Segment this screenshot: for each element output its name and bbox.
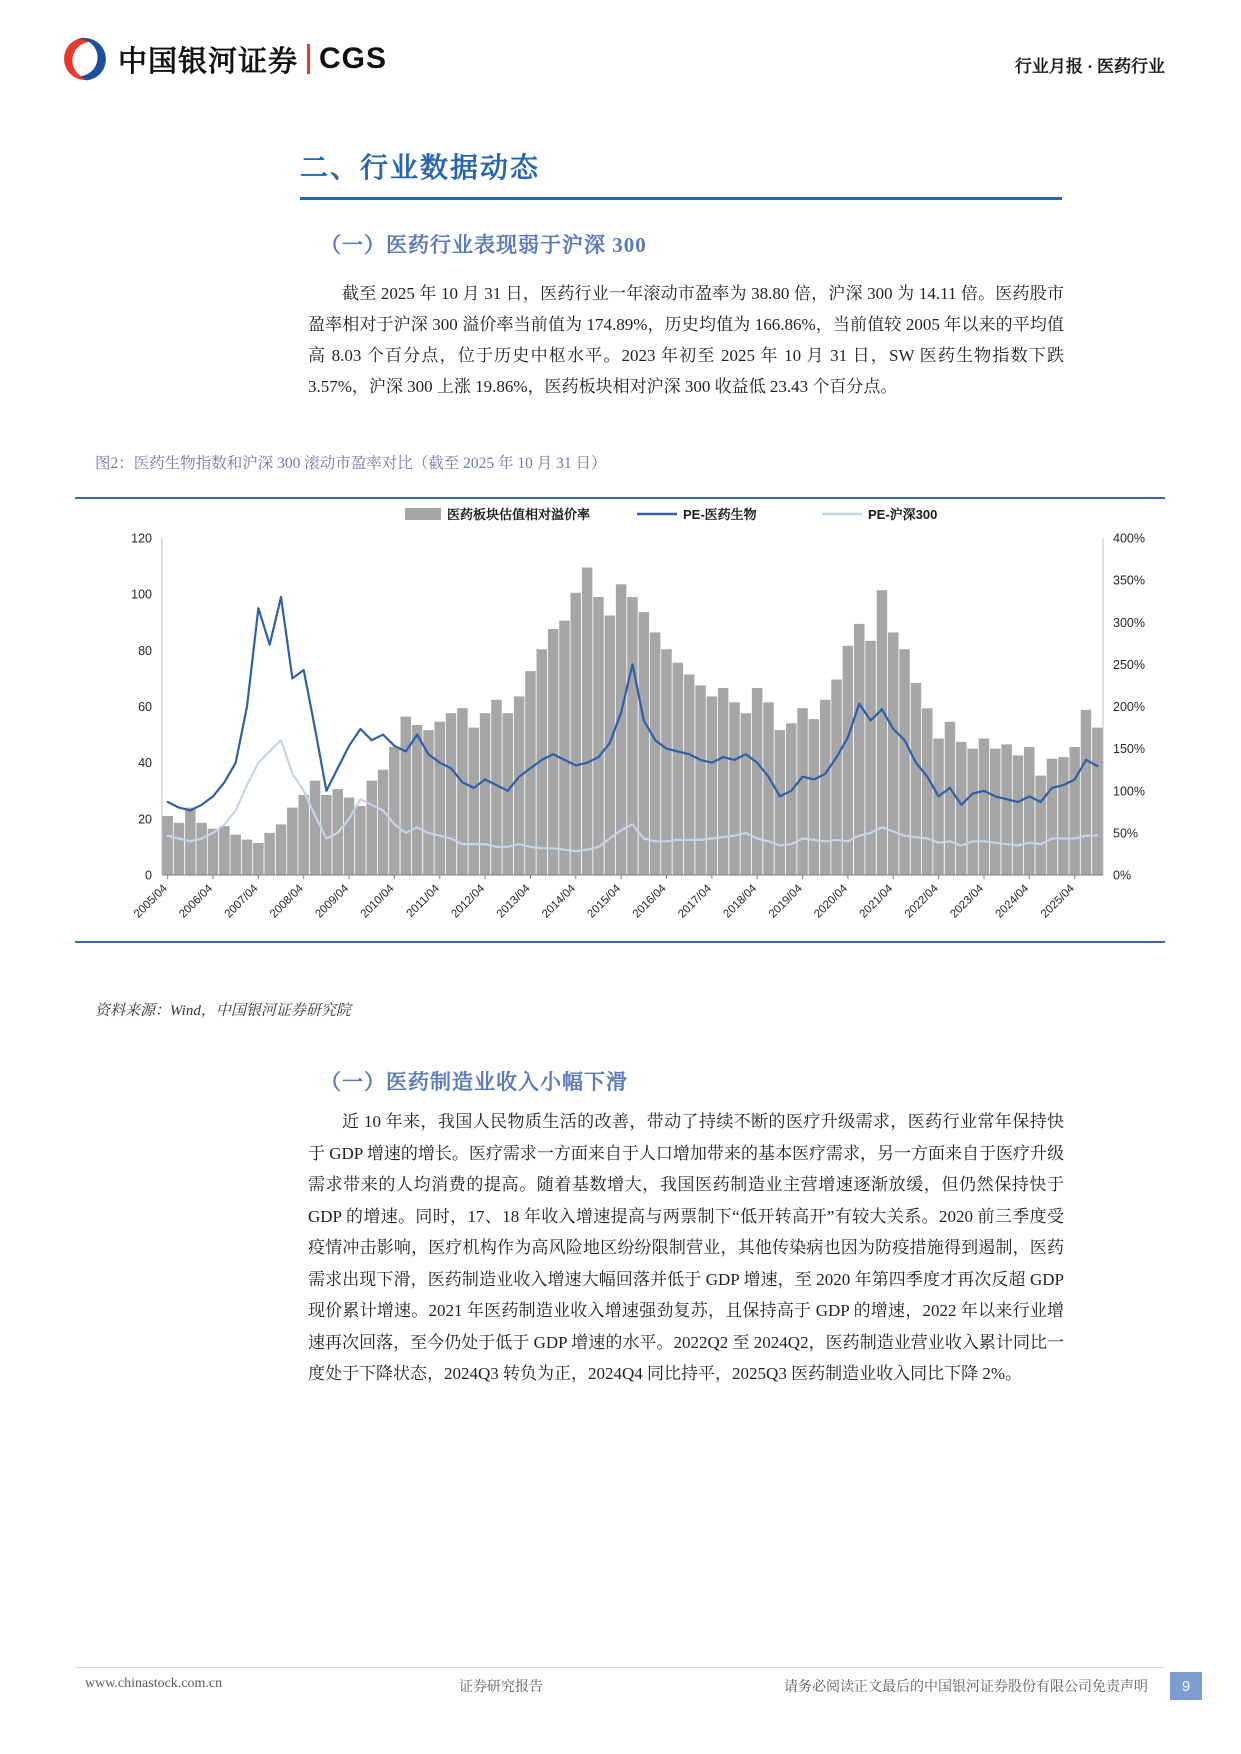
chart-right-axis-labels xyxy=(1113,532,1145,883)
figure-bottom-rule xyxy=(75,941,1165,943)
figure2-caption: 图2：医药生物指数和沪深 300 滚动市盈率对比（截至 2025 年 10 月 31 日） xyxy=(95,455,607,472)
svg-text:2008/04: 2008/04 xyxy=(267,882,306,921)
svg-text:2016/04: 2016/04 xyxy=(630,882,669,921)
svg-text:PE-医药生物: PE-医药生物 xyxy=(683,507,757,522)
footer-report-label: 证券研究报告 xyxy=(459,1680,543,1695)
svg-text:100: 100 xyxy=(131,587,152,602)
section-title-rule xyxy=(300,197,1062,200)
svg-text:2015/04: 2015/04 xyxy=(585,882,624,921)
svg-text:400%: 400% xyxy=(1113,531,1145,546)
svg-text:100%: 100% xyxy=(1113,784,1145,799)
svg-text:2011/04: 2011/04 xyxy=(404,882,442,920)
chart-left-axis-labels xyxy=(131,532,152,883)
svg-text:80: 80 xyxy=(138,643,152,658)
svg-text:2020/04: 2020/04 xyxy=(812,882,851,921)
svg-text:40: 40 xyxy=(138,756,152,771)
brand-name-en: CGS xyxy=(319,42,388,75)
svg-text:120: 120 xyxy=(131,531,152,546)
header-brand xyxy=(62,36,387,82)
svg-text:2025/04: 2025/04 xyxy=(1038,882,1077,921)
svg-text:300%: 300% xyxy=(1113,615,1145,630)
header-report-type: 行业月报 · 医药行业 xyxy=(1014,57,1165,76)
chart-bars xyxy=(162,568,1102,876)
figure-source: 资料来源：Wind，中国银河证券研究院 xyxy=(95,1003,351,1019)
chart-legend xyxy=(405,507,937,522)
chart-x-axis-labels xyxy=(132,875,1077,921)
subsection1-paragraph: 截至 2025 年 10 月 31 日，医药行业一年滚动市盈率为 38.80 倍，沪深 300 为 14.11 倍。医药股市盈率相对于沪深 300 溢价率当前值为 174.89%，历史均值为 166.86%，当前值较 2005 年以来的平均值高 8.03 个百分点，位于历史中枢水平。2023 年初至 2025 年 10 月 31 日，SW 医药生物指数下跌 3.57%，沪深 300 上涨 19.86%，医药板块相对沪深 300 收益低 23.43 个百分点。 xyxy=(308,284,1064,396)
svg-text:2023/04: 2023/04 xyxy=(948,882,987,921)
svg-text:0%: 0% xyxy=(1113,868,1132,883)
svg-text:50%: 50% xyxy=(1113,826,1139,841)
svg-text:350%: 350% xyxy=(1113,573,1145,588)
brand-divider xyxy=(307,44,310,74)
svg-text:2022/04: 2022/04 xyxy=(902,882,941,921)
svg-text:2021/04: 2021/04 xyxy=(857,882,896,921)
svg-text:150%: 150% xyxy=(1113,742,1145,757)
subsection2-paragraph: 近 10 年来，我国人民物质生活的改善，带动了持续不断的医疗升级需求，医药行业常年保持快于 GDP 增速的增长。医疗需求一方面来自于人口增加带来的基本医疗需求，另一方面来自于医疗升级需求带来的人均消费的提高。随着基数增大，我国医药制造业主营增速逐渐放缓，但仍然保持快于 GDP 的增速。同时，17、18 年收入增速提高与两票制下“低开转高开”有较大关系。2020 前三季度受疫情冲击影响，医疗机构作为高风险地区纷纷限制营业，其他传染病也因为防疫措施得到遏制，医药需求出现下滑，医药制造业收入增速大幅回落并低于 GDP 增速，至 2020 年第四季度才再次反超 GDP 现价累计增速。2021 年医药制造业收入增速强劲复苏，且保持高于 GDP 的增速，2022 年以来行业增速再次回落，至今仍处于低于 GDP 增速的水平。2022Q2 至 2024Q2，医药制造业营业收入累计同比一度处于下降状态，2024Q3 转负为正，2024Q4 同比持平，2025Q3 医药制造业收入同比下降 2%。 xyxy=(308,1112,1064,1383)
svg-text:2017/04: 2017/04 xyxy=(676,882,715,921)
footer-website: www.chinastock.com.cn xyxy=(85,1676,223,1691)
svg-text:2006/04: 2006/04 xyxy=(177,882,216,921)
svg-text:200%: 200% xyxy=(1113,700,1145,714)
svg-text:2018/04: 2018/04 xyxy=(721,882,760,921)
galaxy-logo-icon xyxy=(62,36,108,82)
svg-text:20: 20 xyxy=(138,812,152,827)
svg-text:2009/04: 2009/04 xyxy=(313,882,352,921)
footer-disclaimer: 请务必阅读正文最后的中国银河证券股份有限公司免责声明 xyxy=(784,1680,1148,1695)
pe-chart xyxy=(75,499,1165,959)
svg-text:PE-沪深300: PE-沪深300 xyxy=(868,507,938,522)
svg-text:2007/04: 2007/04 xyxy=(222,882,261,921)
svg-text:250%: 250% xyxy=(1113,657,1145,672)
page-number-badge: 9 xyxy=(1170,1672,1202,1700)
svg-text:2010/04: 2010/04 xyxy=(358,882,397,921)
brand-name-cn: 中国银河证券 xyxy=(118,45,299,78)
svg-text:2005/04: 2005/04 xyxy=(131,882,170,921)
section-title: 二、行业数据动态 xyxy=(300,153,541,184)
svg-text:2019/04: 2019/04 xyxy=(766,882,805,921)
svg-text:2024/04: 2024/04 xyxy=(993,882,1032,921)
svg-text:0: 0 xyxy=(145,868,152,883)
footer-rule xyxy=(75,1667,1165,1668)
svg-text:医药板块估值相对溢价率: 医药板块估值相对溢价率 xyxy=(447,507,591,522)
svg-text:2014/04: 2014/04 xyxy=(540,882,578,921)
svg-text:2013/04: 2013/04 xyxy=(494,882,533,921)
svg-text:2012/04: 2012/04 xyxy=(449,882,488,921)
subsection2-title: （一）医药制造业收入小幅下滑 xyxy=(320,1070,628,1094)
svg-text:60: 60 xyxy=(138,700,152,714)
subsection1-title: （一）医药行业表现弱于沪深 300 xyxy=(320,233,647,257)
